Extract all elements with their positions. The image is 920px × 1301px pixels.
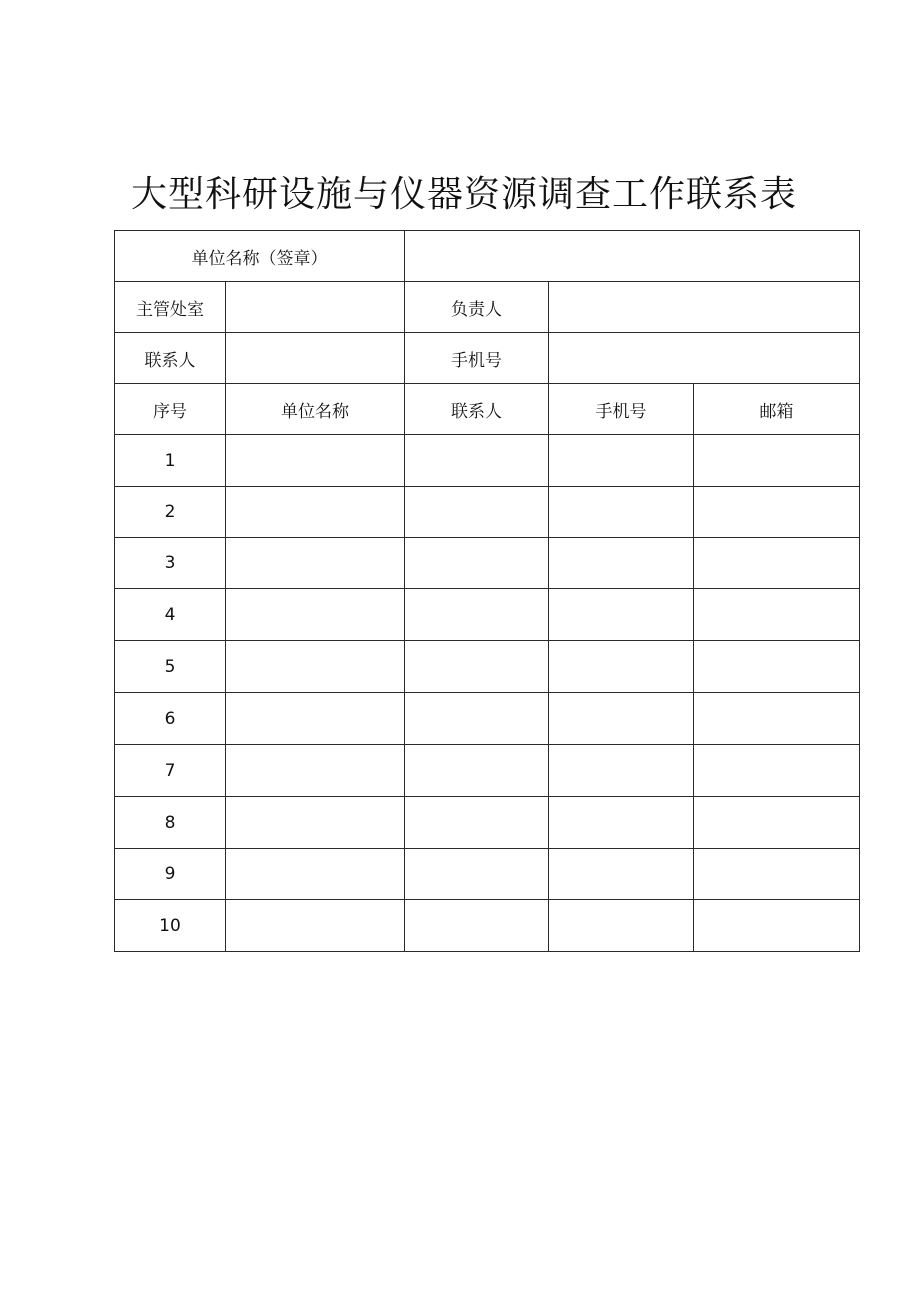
row-email-cell[interactable] xyxy=(694,797,860,849)
row-index: 5 xyxy=(115,641,226,693)
row-email-cell[interactable] xyxy=(694,589,860,641)
row-unit-cell[interactable] xyxy=(226,745,405,797)
table-row xyxy=(115,797,860,849)
row-unit-cell[interactable] xyxy=(226,487,405,538)
row-index: 9 xyxy=(115,849,226,900)
row-mobile-cell[interactable] xyxy=(549,487,694,538)
row-contact-cell[interactable] xyxy=(405,900,549,952)
row-mobile-cell[interactable] xyxy=(549,641,694,693)
row-mobile-cell[interactable] xyxy=(549,693,694,745)
responsible-label: 负责人 xyxy=(405,282,549,333)
table-row xyxy=(115,589,860,641)
row-index: 7 xyxy=(115,745,226,797)
row-index: 10 xyxy=(115,900,226,952)
row-index: 2 xyxy=(115,487,226,538)
row-unit-cell[interactable] xyxy=(226,538,405,589)
row-email-cell[interactable] xyxy=(694,487,860,538)
row-email-cell[interactable] xyxy=(694,538,860,589)
table-row xyxy=(115,849,860,900)
mobile-field[interactable] xyxy=(549,333,860,384)
unit-name-seal-label: 单位名称（签章） xyxy=(115,231,405,282)
row-contact-cell[interactable] xyxy=(405,589,549,641)
row-email-cell[interactable] xyxy=(694,641,860,693)
row-email-cell[interactable] xyxy=(694,693,860,745)
column-header-index: 序号 xyxy=(115,384,226,435)
row-unit-cell[interactable] xyxy=(226,797,405,849)
office-row xyxy=(115,282,860,333)
responsible-field[interactable] xyxy=(549,282,860,333)
office-label: 主管处室 xyxy=(115,282,226,333)
row-mobile-cell[interactable] xyxy=(549,797,694,849)
row-unit-cell[interactable] xyxy=(226,849,405,900)
contact-label: 联系人 xyxy=(115,333,226,384)
table-row xyxy=(115,641,860,693)
row-mobile-cell[interactable] xyxy=(549,745,694,797)
page-title: 大型科研设施与仪器资源调查工作联系表 xyxy=(130,174,797,215)
row-mobile-cell[interactable] xyxy=(549,849,694,900)
row-mobile-cell[interactable] xyxy=(549,435,694,487)
row-email-cell[interactable] xyxy=(694,900,860,952)
table-row xyxy=(115,693,860,745)
unit-seal-row xyxy=(115,231,860,282)
column-header-email: 邮箱 xyxy=(694,384,860,435)
row-mobile-cell[interactable] xyxy=(549,900,694,952)
mobile-label: 手机号 xyxy=(405,333,549,384)
row-contact-cell[interactable] xyxy=(405,538,549,589)
row-contact-cell[interactable] xyxy=(405,487,549,538)
row-unit-cell[interactable] xyxy=(226,693,405,745)
row-unit-cell[interactable] xyxy=(226,435,405,487)
contact-table xyxy=(114,230,860,952)
column-header-mobile: 手机号 xyxy=(549,384,694,435)
office-field[interactable] xyxy=(226,282,405,333)
row-email-cell[interactable] xyxy=(694,435,860,487)
contact-row xyxy=(115,333,860,384)
table-row xyxy=(115,900,860,952)
row-email-cell[interactable] xyxy=(694,849,860,900)
table-row xyxy=(115,538,860,589)
row-unit-cell[interactable] xyxy=(226,641,405,693)
row-contact-cell[interactable] xyxy=(405,745,549,797)
row-unit-cell[interactable] xyxy=(226,900,405,952)
row-mobile-cell[interactable] xyxy=(549,589,694,641)
row-email-cell[interactable] xyxy=(694,745,860,797)
row-index: 3 xyxy=(115,538,226,589)
row-contact-cell[interactable] xyxy=(405,797,549,849)
row-mobile-cell[interactable] xyxy=(549,538,694,589)
table-row xyxy=(115,487,860,538)
unit-name-seal-field[interactable] xyxy=(405,231,860,282)
row-unit-cell[interactable] xyxy=(226,589,405,641)
column-header-unit-name: 单位名称 xyxy=(226,384,405,435)
row-index: 6 xyxy=(115,693,226,745)
row-contact-cell[interactable] xyxy=(405,435,549,487)
row-index: 8 xyxy=(115,797,226,849)
table-row xyxy=(115,435,860,487)
column-header-contact: 联系人 xyxy=(405,384,549,435)
row-index: 4 xyxy=(115,589,226,641)
row-contact-cell[interactable] xyxy=(405,693,549,745)
row-index: 1 xyxy=(115,435,226,487)
row-contact-cell[interactable] xyxy=(405,641,549,693)
contact-field[interactable] xyxy=(226,333,405,384)
table-header-row xyxy=(115,384,860,435)
table-row xyxy=(115,745,860,797)
row-contact-cell[interactable] xyxy=(405,849,549,900)
